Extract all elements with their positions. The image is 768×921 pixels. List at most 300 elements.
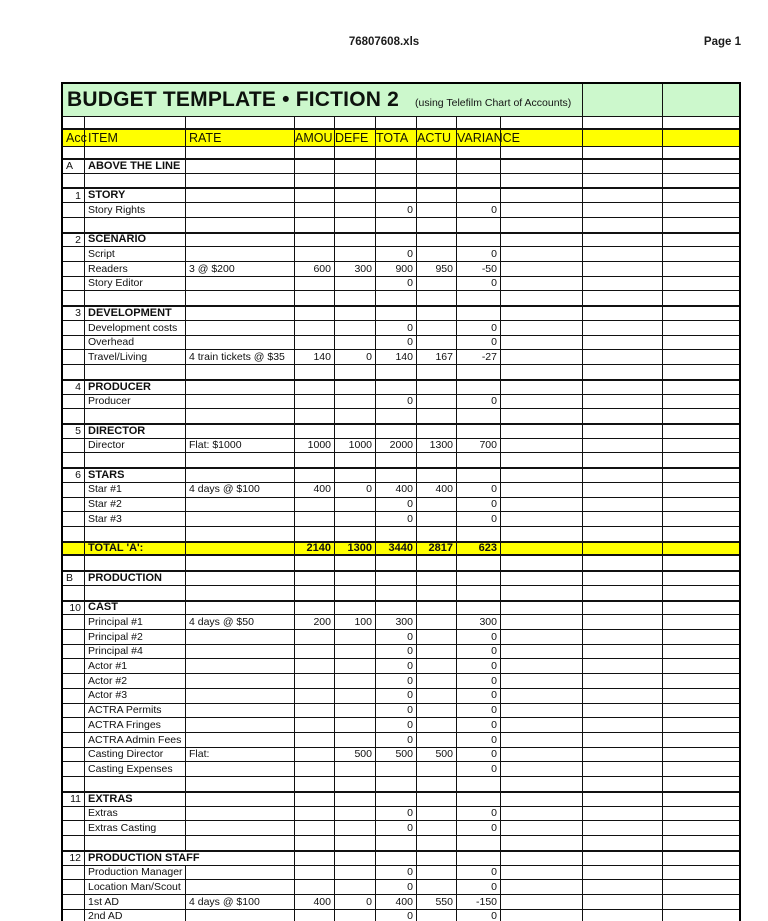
cell-item: 1st AD xyxy=(85,895,186,909)
cell-total xyxy=(376,291,417,305)
cell-rate: 4 train tickets @ $35 xyxy=(186,350,295,364)
cell-rate xyxy=(186,203,295,217)
cell-extra-2 xyxy=(583,586,663,600)
cell-item: PRODUCER xyxy=(85,381,186,394)
cell-defer xyxy=(335,395,376,409)
cell-extra-3 xyxy=(663,718,739,732)
page-number-label: Page 1 xyxy=(703,36,741,48)
cell-extra-1 xyxy=(501,718,583,732)
cell-item: ABOVE THE LINE xyxy=(85,160,186,173)
cell-actual: 550 xyxy=(417,895,457,909)
cell-amount xyxy=(295,247,335,261)
column-header-extra-1 xyxy=(501,130,583,146)
cell-actual: 2817 xyxy=(417,543,457,555)
cell-extra-2 xyxy=(583,674,663,688)
cell-defer: 0 xyxy=(335,350,376,364)
cell-total: 0 xyxy=(376,718,417,732)
cell-account xyxy=(63,659,85,673)
cell-extra-3 xyxy=(663,777,739,791)
cell-variance xyxy=(457,174,501,188)
cell-defer xyxy=(335,910,376,921)
cell-extra-1 xyxy=(501,498,583,512)
cell-rate xyxy=(186,527,295,541)
cell-account xyxy=(63,336,85,350)
cell-extra-1 xyxy=(501,910,583,921)
cell-item: Principal #2 xyxy=(85,630,186,644)
cell-variance: 0 xyxy=(457,645,501,659)
table-row xyxy=(63,291,739,306)
cell-amount xyxy=(295,777,335,791)
cell-total: 0 xyxy=(376,498,417,512)
cell-variance: 0 xyxy=(457,704,501,718)
cell-actual xyxy=(417,689,457,703)
cell-amount xyxy=(295,718,335,732)
cell-rate xyxy=(186,321,295,335)
cell-actual xyxy=(417,910,457,921)
table-row xyxy=(63,159,739,174)
cell-defer xyxy=(335,307,376,320)
cell-actual xyxy=(417,234,457,247)
cell-extra-2 xyxy=(583,350,663,364)
cell-amount xyxy=(295,218,335,232)
cell-account xyxy=(63,615,85,629)
table-row xyxy=(63,718,739,733)
cell-defer xyxy=(335,630,376,644)
cell-rate xyxy=(186,836,295,850)
cell-extra-3 xyxy=(663,336,739,350)
cell-rate xyxy=(186,866,295,880)
column-header-row xyxy=(63,129,739,147)
cell-extra-2 xyxy=(583,498,663,512)
cell-extra-1 xyxy=(501,777,583,791)
cell-variance xyxy=(457,307,501,320)
table-row xyxy=(63,866,739,881)
cell-extra-1 xyxy=(501,234,583,247)
cell-extra-3 xyxy=(663,425,739,438)
table-row xyxy=(63,498,739,513)
cell-total: 0 xyxy=(376,807,417,821)
cell-extra-2 xyxy=(583,307,663,320)
cell-amount xyxy=(295,645,335,659)
cell-total: 900 xyxy=(376,262,417,276)
cell-extra-2 xyxy=(583,836,663,850)
cell-variance: -150 xyxy=(457,895,501,909)
cell-item: Actor #2 xyxy=(85,674,186,688)
cell-extra-1 xyxy=(501,689,583,703)
cell-extra-1 xyxy=(501,483,583,497)
cell-extra-3 xyxy=(663,674,739,688)
cell-total: 400 xyxy=(376,895,417,909)
table-row xyxy=(63,615,739,630)
cell-rate xyxy=(186,821,295,835)
cell-defer xyxy=(335,527,376,541)
cell-item: SCENARIO xyxy=(85,234,186,247)
cell-extra-3 xyxy=(663,409,739,423)
cell-rate xyxy=(186,395,295,409)
cell-amount xyxy=(295,395,335,409)
cell-rate xyxy=(186,880,295,894)
cell-total: 2000 xyxy=(376,439,417,453)
column-header-total: TOTA xyxy=(376,130,417,146)
cell-variance: -27 xyxy=(457,350,501,364)
cell-item: Producer xyxy=(85,395,186,409)
cell-variance: 0 xyxy=(457,659,501,673)
cell-item xyxy=(85,291,186,305)
cell-total: 0 xyxy=(376,689,417,703)
cell-item: DEVELOPMENT xyxy=(85,307,186,320)
cell-total xyxy=(376,777,417,791)
table-row xyxy=(63,571,739,586)
cell-extra-1 xyxy=(501,645,583,659)
cell-defer: 0 xyxy=(335,895,376,909)
cell-actual xyxy=(417,659,457,673)
cell-defer xyxy=(335,189,376,202)
cell-amount xyxy=(295,527,335,541)
cell-total: 0 xyxy=(376,866,417,880)
title-cell xyxy=(63,84,583,116)
cell-total: 0 xyxy=(376,203,417,217)
cell-defer xyxy=(335,469,376,482)
cell-variance xyxy=(457,409,501,423)
cell-item: ACTRA Fringes xyxy=(85,718,186,732)
cell-amount xyxy=(295,793,335,806)
cell-account xyxy=(63,321,85,335)
cell-account xyxy=(63,866,85,880)
cell-extra-2 xyxy=(583,425,663,438)
cell-extra-2 xyxy=(583,602,663,615)
cell-account xyxy=(63,277,85,291)
table-row xyxy=(63,659,739,674)
table-row xyxy=(63,512,739,527)
cell-extra-2 xyxy=(583,336,663,350)
cell-amount: 1000 xyxy=(295,439,335,453)
cell-extra-2 xyxy=(583,321,663,335)
cell-defer xyxy=(335,586,376,600)
cell-extra-1 xyxy=(501,203,583,217)
cell-total xyxy=(376,556,417,570)
cell-variance: 300 xyxy=(457,615,501,629)
cell-extra-1 xyxy=(501,321,583,335)
cell-actual xyxy=(417,704,457,718)
cell-variance: 700 xyxy=(457,439,501,453)
cell-item: Story Rights xyxy=(85,203,186,217)
column-header-variance: VARIANCE xyxy=(457,130,520,145)
cell-account xyxy=(63,409,85,423)
table-row xyxy=(63,453,739,468)
cell-actual xyxy=(417,880,457,894)
cell-extra-1 xyxy=(501,793,583,806)
cell-extra-3 xyxy=(663,218,739,232)
cell-account xyxy=(63,733,85,747)
cell-amount xyxy=(295,748,335,762)
cell-rate xyxy=(186,160,295,173)
cell-amount xyxy=(295,689,335,703)
cell-defer xyxy=(335,160,376,173)
cell-amount xyxy=(295,189,335,202)
table-row xyxy=(63,468,739,483)
cell-extra-1 xyxy=(501,174,583,188)
cell-account: 12 xyxy=(63,852,85,865)
cell-account xyxy=(63,910,85,921)
cell-defer xyxy=(335,793,376,806)
cell-item: ACTRA Permits xyxy=(85,704,186,718)
cell-total: 0 xyxy=(376,821,417,835)
cell-defer xyxy=(335,836,376,850)
table-row xyxy=(63,777,739,792)
cell-total: 0 xyxy=(376,880,417,894)
cell-extra-3 xyxy=(663,365,739,379)
cell-amount xyxy=(295,572,335,585)
cell-total: 3440 xyxy=(376,543,417,555)
cell-extra-3 xyxy=(663,160,739,173)
cell-item: Travel/Living xyxy=(85,350,186,364)
cell-account xyxy=(63,704,85,718)
cell-extra-2 xyxy=(583,852,663,865)
cell-extra-2 xyxy=(583,733,663,747)
cell-extra-2 xyxy=(583,615,663,629)
cell-item: PRODUCTION xyxy=(85,572,186,585)
cell-defer xyxy=(335,336,376,350)
cell-total xyxy=(376,365,417,379)
cell-item xyxy=(85,174,186,188)
cell-extra-2 xyxy=(583,762,663,776)
cell-amount xyxy=(295,910,335,921)
cell-total: 0 xyxy=(376,336,417,350)
cell-variance: 0 xyxy=(457,733,501,747)
cell-actual xyxy=(417,733,457,747)
cell-actual xyxy=(417,174,457,188)
column-header-item: ITEM xyxy=(85,130,186,146)
cell-total: 0 xyxy=(376,512,417,526)
cell-extra-2 xyxy=(583,543,663,555)
cell-actual xyxy=(417,807,457,821)
cell-extra-3 xyxy=(663,895,739,909)
cell-amount xyxy=(295,307,335,320)
cell-defer xyxy=(335,174,376,188)
cell-variance: 0 xyxy=(457,247,501,261)
cell-rate xyxy=(186,218,295,232)
cell-variance xyxy=(457,556,501,570)
cell-amount xyxy=(295,674,335,688)
cell-total xyxy=(376,189,417,202)
cell-item: Location Man/Scout xyxy=(85,880,186,894)
table-row xyxy=(63,174,739,189)
cell-extra-2 xyxy=(583,189,663,202)
cell-variance: 0 xyxy=(457,821,501,835)
cell-extra-3 xyxy=(663,852,739,865)
cell-total xyxy=(376,602,417,615)
cell-defer xyxy=(335,602,376,615)
cell-extra-1 xyxy=(501,307,583,320)
cell-amount xyxy=(295,602,335,615)
cell-amount xyxy=(295,762,335,776)
table-row xyxy=(63,233,739,248)
cell-actual xyxy=(417,556,457,570)
cell-item: ACTRA Admin Fees xyxy=(85,733,186,747)
cell-extra-1 xyxy=(501,527,583,541)
table-row xyxy=(63,880,739,895)
cell-extra-2 xyxy=(583,807,663,821)
cell-amount xyxy=(295,512,335,526)
cell-actual xyxy=(417,189,457,202)
table-row xyxy=(63,395,739,410)
cell-rate xyxy=(186,674,295,688)
cell-extra-2 xyxy=(583,793,663,806)
cell-total: 0 xyxy=(376,704,417,718)
cell-extra-3 xyxy=(663,704,739,718)
table-body xyxy=(63,159,739,921)
cell-account xyxy=(63,439,85,453)
cell-actual: 1300 xyxy=(417,439,457,453)
cell-item: Star #2 xyxy=(85,498,186,512)
cell-total: 140 xyxy=(376,350,417,364)
cell-amount xyxy=(295,704,335,718)
cell-extra-1 xyxy=(501,160,583,173)
cell-extra-3 xyxy=(663,689,739,703)
cell-account: 10 xyxy=(63,602,85,615)
cell-item: Production Manager xyxy=(85,866,186,880)
cell-item xyxy=(85,836,186,850)
cell-rate: 4 days @ $100 xyxy=(186,483,295,497)
cell-extra-1 xyxy=(501,425,583,438)
cell-extra-1 xyxy=(501,880,583,894)
cell-item: EXTRAS xyxy=(85,793,186,806)
cell-amount xyxy=(295,807,335,821)
table-row xyxy=(63,851,739,866)
cell-amount xyxy=(295,160,335,173)
cell-account xyxy=(63,807,85,821)
cell-account: A xyxy=(63,160,85,173)
cell-total xyxy=(376,852,417,865)
cell-extra-2 xyxy=(583,821,663,835)
cell-account xyxy=(63,718,85,732)
cell-rate xyxy=(186,189,295,202)
cell-extra-2 xyxy=(583,174,663,188)
cell-defer xyxy=(335,704,376,718)
cell-extra-3 xyxy=(663,307,739,320)
cell-item: Story Editor xyxy=(85,277,186,291)
cell-variance xyxy=(457,453,501,467)
cell-rate: 4 days @ $100 xyxy=(186,895,295,909)
cell-account xyxy=(63,527,85,541)
cell-extra-3 xyxy=(663,277,739,291)
cell-extra-3 xyxy=(663,527,739,541)
table-row xyxy=(63,910,739,921)
cell-account xyxy=(63,895,85,909)
cell-variance xyxy=(457,793,501,806)
cell-item: Actor #1 xyxy=(85,659,186,673)
cell-extra-1 xyxy=(501,762,583,776)
cell-defer xyxy=(335,277,376,291)
cell-amount: 400 xyxy=(295,895,335,909)
cell-variance: 0 xyxy=(457,674,501,688)
cell-defer xyxy=(335,762,376,776)
cell-account xyxy=(63,365,85,379)
cell-extra-2 xyxy=(583,704,663,718)
cell-defer: 0 xyxy=(335,483,376,497)
table-row xyxy=(63,321,739,336)
cell-amount xyxy=(295,336,335,350)
cell-actual xyxy=(417,469,457,482)
table-row xyxy=(63,542,739,557)
cell-extra-3 xyxy=(663,556,739,570)
cell-rate xyxy=(186,762,295,776)
file-name-label: 76807608.xls xyxy=(348,36,420,48)
cell-total: 0 xyxy=(376,659,417,673)
cell-actual xyxy=(417,602,457,615)
cell-account: 11 xyxy=(63,793,85,806)
cell-defer xyxy=(335,425,376,438)
cell-extra-1 xyxy=(501,512,583,526)
cell-extra-2 xyxy=(583,160,663,173)
cell-defer xyxy=(335,733,376,747)
cell-extra-1 xyxy=(501,630,583,644)
cell-total xyxy=(376,218,417,232)
cell-item: DIRECTOR xyxy=(85,425,186,438)
cell-extra-1 xyxy=(501,409,583,423)
cell-account xyxy=(63,880,85,894)
table-row xyxy=(63,733,739,748)
cell-extra-3 xyxy=(663,395,739,409)
table-row xyxy=(63,203,739,218)
cell-actual xyxy=(417,586,457,600)
cell-amount xyxy=(295,203,335,217)
cell-variance: 0 xyxy=(457,321,501,335)
cell-extra-1 xyxy=(501,453,583,467)
cell-defer xyxy=(335,291,376,305)
cell-item xyxy=(85,218,186,232)
cell-item xyxy=(85,527,186,541)
cell-actual xyxy=(417,321,457,335)
cell-extra-3 xyxy=(663,821,739,835)
cell-actual xyxy=(417,395,457,409)
cell-extra-3 xyxy=(663,602,739,615)
cell-total xyxy=(376,453,417,467)
cell-extra-3 xyxy=(663,439,739,453)
cell-account: 1 xyxy=(63,189,85,202)
cell-actual xyxy=(417,512,457,526)
cell-variance: 0 xyxy=(457,336,501,350)
cell-account xyxy=(63,821,85,835)
cell-extra-1 xyxy=(501,602,583,615)
cell-account xyxy=(63,483,85,497)
table-row xyxy=(63,586,739,601)
cell-actual xyxy=(417,365,457,379)
cell-extra-1 xyxy=(501,277,583,291)
cell-account xyxy=(63,247,85,261)
cell-defer xyxy=(335,203,376,217)
sheet-title: BUDGET TEMPLATE • FICTION 2 xyxy=(67,88,400,111)
table-row xyxy=(63,821,739,836)
cell-rate xyxy=(186,645,295,659)
cell-extra-1 xyxy=(501,439,583,453)
cell-amount: 400 xyxy=(295,483,335,497)
cell-extra-3 xyxy=(663,498,739,512)
cell-item: CAST xyxy=(85,602,186,615)
cell-total xyxy=(376,836,417,850)
cell-variance xyxy=(457,572,501,585)
cell-actual: 167 xyxy=(417,350,457,364)
cell-variance xyxy=(457,234,501,247)
cell-extra-2 xyxy=(583,777,663,791)
cell-extra-3 xyxy=(663,262,739,276)
cell-extra-2 xyxy=(583,556,663,570)
cell-extra-2 xyxy=(583,572,663,585)
cell-item xyxy=(85,556,186,570)
cell-item xyxy=(85,777,186,791)
cell-total: 0 xyxy=(376,395,417,409)
cell-extra-3 xyxy=(663,866,739,880)
